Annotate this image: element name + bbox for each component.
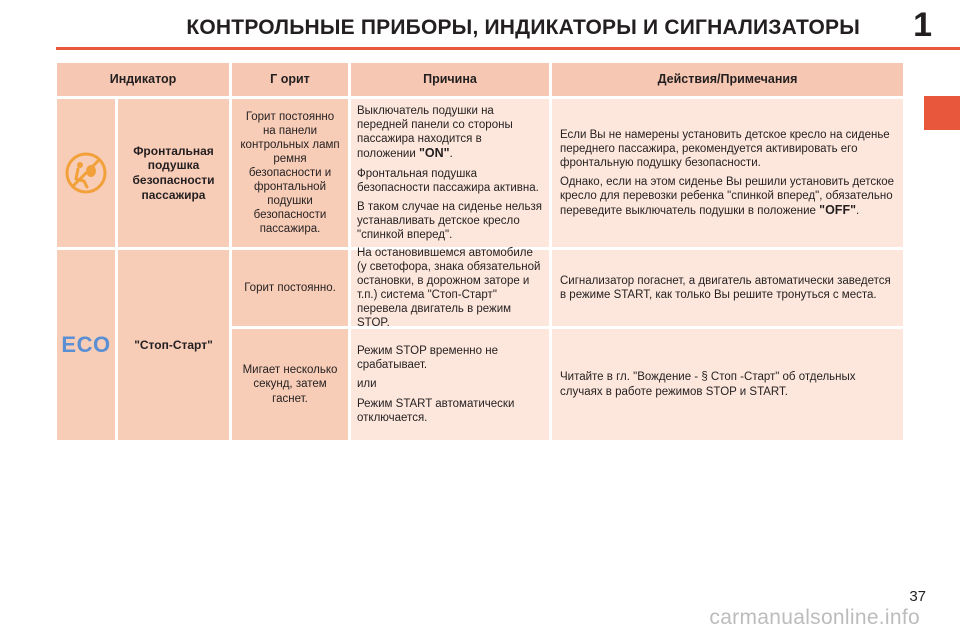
header-divider bbox=[56, 47, 960, 50]
page-title: КОНТРОЛЬНЫЕ ПРИБОРЫ, ИНДИКАТОРЫ И СИГНАЛИЗАТОРЫ bbox=[186, 16, 860, 39]
eco-cause-flashing-paragraph-2: Режим START автоматически отключается. bbox=[357, 397, 515, 424]
airbag-state: Горит постоянно на панели контрольных ламп ремня безопасности и фронтальной подушки безопасности пассажира. bbox=[232, 99, 348, 247]
chapter-number: 1 bbox=[913, 6, 932, 44]
airbag-action-paragraph-1: Если Вы не намерены установить детское кресло на сиденье переднего пассажира, рекомендуется активировать его фронтальную подушку безопасности. bbox=[560, 128, 890, 169]
airbag-cause bbox=[351, 99, 549, 247]
eco-icon-cell bbox=[57, 250, 115, 440]
airbag-cause-paragraph-2: Фронтальная подушка безопасности пассажира активна. bbox=[357, 167, 539, 194]
eco-icon: ECO bbox=[61, 331, 111, 357]
column-header-state: Г орит bbox=[232, 63, 348, 96]
airbag-cause-text: Выключатель подушки на передней панели со стороны пассажира находится в положении bbox=[357, 105, 513, 161]
column-header-actions: Действия/Примечания bbox=[552, 63, 903, 96]
column-header-indicator: Индикатор bbox=[57, 63, 229, 96]
eco-state-flashing: Мигает несколько секунд, затем гаснет. bbox=[232, 329, 348, 440]
on-position-label: "ON" bbox=[418, 146, 450, 161]
airbag-action-text: Однако, если на этом сиденье Вы решили установить детское кресло для перевозки ребенка "спинкой вперед", обязательно переведите выключатель подушки в положение bbox=[560, 175, 895, 217]
eco-cause-steady: На остановившемся автомобиле (у светофора, знака обязательной остановки, в дорожном заторе и т.п.) система "Стоп-Старт" перевела двигатель в режим STOP. bbox=[351, 250, 549, 326]
airbag-off-icon bbox=[64, 151, 108, 195]
chapter-tab-marker bbox=[924, 96, 960, 130]
column-header-cause: Причина bbox=[351, 63, 549, 96]
page-number: 37 bbox=[909, 588, 926, 605]
eco-cause-flashing-or: или bbox=[357, 378, 377, 391]
eco-indicator-name: "Стоп-Старт" bbox=[118, 250, 229, 440]
airbag-indicator-name: Фронтальная подушка безопасности пассажира bbox=[118, 99, 229, 247]
airbag-action-period: . bbox=[856, 204, 860, 217]
airbag-cause-period: . bbox=[449, 148, 453, 161]
eco-action-steady: Сигнализатор погаснет, а двигатель автоматически заведется в режиме START, как только Вы решите тронуться с места. bbox=[552, 250, 903, 326]
eco-cause-flashing bbox=[351, 329, 549, 440]
indicator-table bbox=[57, 63, 903, 440]
airbag-cause-paragraph-1 bbox=[357, 104, 543, 161]
eco-cause-flashing-paragraph-1: Режим STOP временно не срабатывает. bbox=[357, 345, 498, 372]
eco-action-flashing: Читайте в гл. "Вождение - § Стоп -Старт" об отдельных случаях в работе режимов STOP и START. bbox=[552, 329, 903, 440]
watermark: carmanualsonline.info bbox=[709, 606, 920, 629]
off-position-label: "OFF" bbox=[819, 202, 857, 217]
airbag-cause-paragraph-3: В таком случае на сиденье нельзя устанавливать детское кресло "спинкой вперед". bbox=[357, 200, 542, 241]
airbag-action-paragraph-2 bbox=[560, 175, 897, 218]
airbag-actions bbox=[552, 99, 903, 247]
airbag-icon-cell bbox=[57, 99, 115, 247]
eco-state-steady: Горит постоянно. bbox=[232, 250, 348, 326]
page-header bbox=[0, 0, 960, 52]
